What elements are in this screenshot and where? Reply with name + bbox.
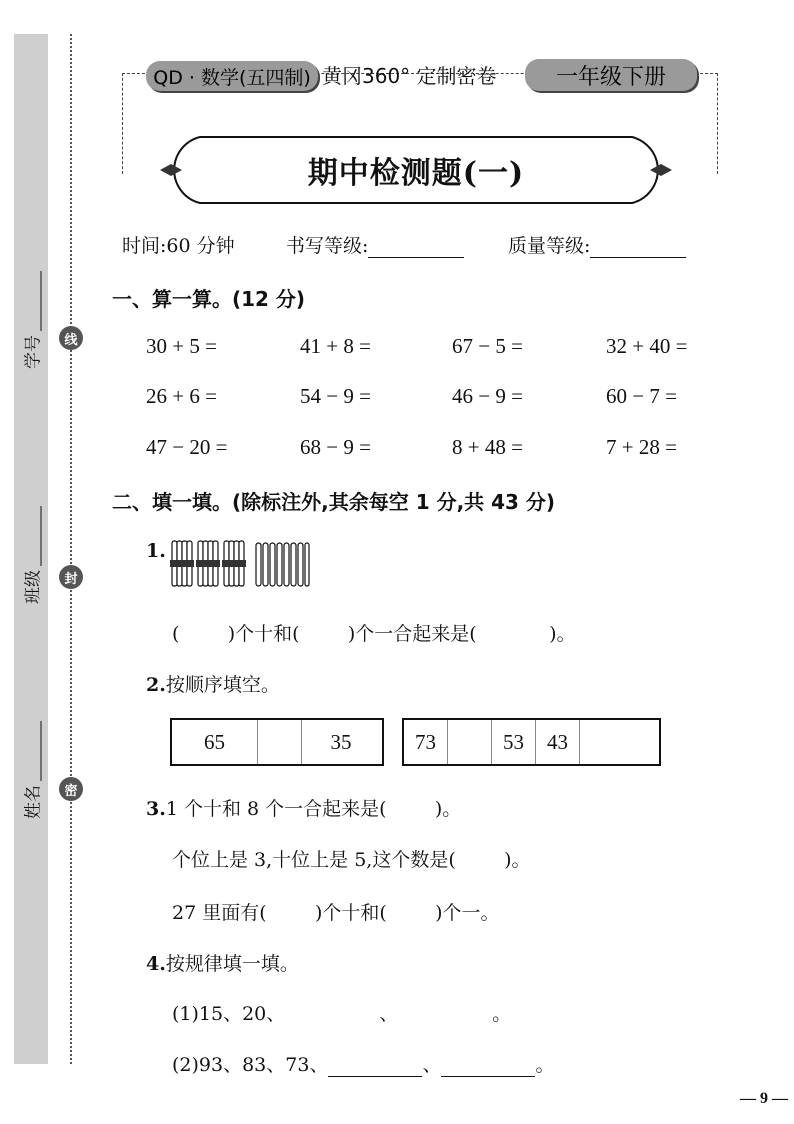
q4-item1-blank[interactable] <box>398 1025 492 1026</box>
section1-heading: 一、算一算。(12 分) <box>112 287 306 311</box>
q1-text: ( )个十和( )个一合起来是( )。 <box>172 623 576 645</box>
calc-item: 54 − 9 = <box>300 384 371 408</box>
calc-item: 67 − 5 = <box>452 334 523 358</box>
seq-cell-blank[interactable] <box>448 720 492 764</box>
page-number: — 9 — <box>740 1090 788 1107</box>
calc-item: 32 + 40 = <box>606 334 688 358</box>
seq-cell-blank[interactable] <box>580 720 659 764</box>
brand-text: 黄冈360° 定制密卷 <box>322 64 497 88</box>
q4-item2-blank[interactable] <box>328 1076 422 1077</box>
calc-item: 7 + 28 = <box>606 435 677 459</box>
grade-tag: 一年级下册 <box>525 59 697 91</box>
q4-item1-blank[interactable] <box>285 1025 379 1026</box>
seq-cell: 43 <box>536 720 580 764</box>
cut-tag-line: 线 <box>59 326 83 350</box>
time-info: 时间:60 分钟 <box>122 235 235 257</box>
calc-item: 26 + 6 = <box>146 384 217 408</box>
calc-item: 41 + 8 = <box>300 334 371 358</box>
calc-item: 46 − 9 = <box>452 384 523 408</box>
writing-grade: 书写等级: <box>286 231 464 258</box>
calc-item: 47 − 20 = <box>146 435 228 459</box>
quality-grade-blank[interactable] <box>590 257 686 258</box>
series-tag: QD · 数学(五四制) <box>146 61 318 91</box>
calc-item: 68 − 9 = <box>300 435 371 459</box>
sequence-box-1 <box>170 718 384 766</box>
calc-item: 8 + 48 = <box>452 435 523 459</box>
class-label: 班级 <box>19 506 44 604</box>
q4-item2: (2)93、83、73、 、 。 <box>172 1054 555 1076</box>
student-id-label: 学号 <box>19 271 44 369</box>
cut-line <box>70 34 72 1064</box>
q1-number: 1. <box>146 540 166 562</box>
writing-grade-blank[interactable] <box>368 257 464 258</box>
q3-line3: 27 里面有( )个十和( )个一。 <box>172 902 500 924</box>
name-label: 姓名 <box>19 721 44 819</box>
cut-tag-secret: 密 <box>59 777 83 801</box>
calc-item: 30 + 5 = <box>146 334 217 358</box>
q4: 4.按规律填一填。 <box>146 953 299 975</box>
sticks-illustration <box>170 538 310 590</box>
q3-line2: 个位上是 3,十位上是 5,这个数是( )。 <box>172 849 531 871</box>
q4-item1: (1)15、20、 、 。 <box>172 1003 512 1025</box>
sequence-box-2 <box>402 718 661 766</box>
quality-grade: 质量等级: <box>508 231 686 258</box>
seq-cell: 35 <box>330 729 352 754</box>
seq-cell: 73 <box>404 720 448 764</box>
q4-item2-blank[interactable] <box>441 1076 535 1077</box>
seq-cell: 65 <box>172 720 258 764</box>
cut-tag-seal: 封 <box>59 565 83 589</box>
q3-line1: 3.1 个十和 8 个一合起来是( )。 <box>146 798 462 820</box>
page-title: 期中检测题(一) <box>307 156 525 191</box>
q2: 2.按顺序填空。 <box>146 674 280 696</box>
section2-heading: 二、填一填。(除标注外,其余每空 1 分,共 43 分) <box>112 490 556 514</box>
seq-cell: 53 <box>492 720 536 764</box>
calc-item: 60 − 7 = <box>606 384 677 408</box>
seq-cell-blank[interactable] <box>258 720 302 764</box>
